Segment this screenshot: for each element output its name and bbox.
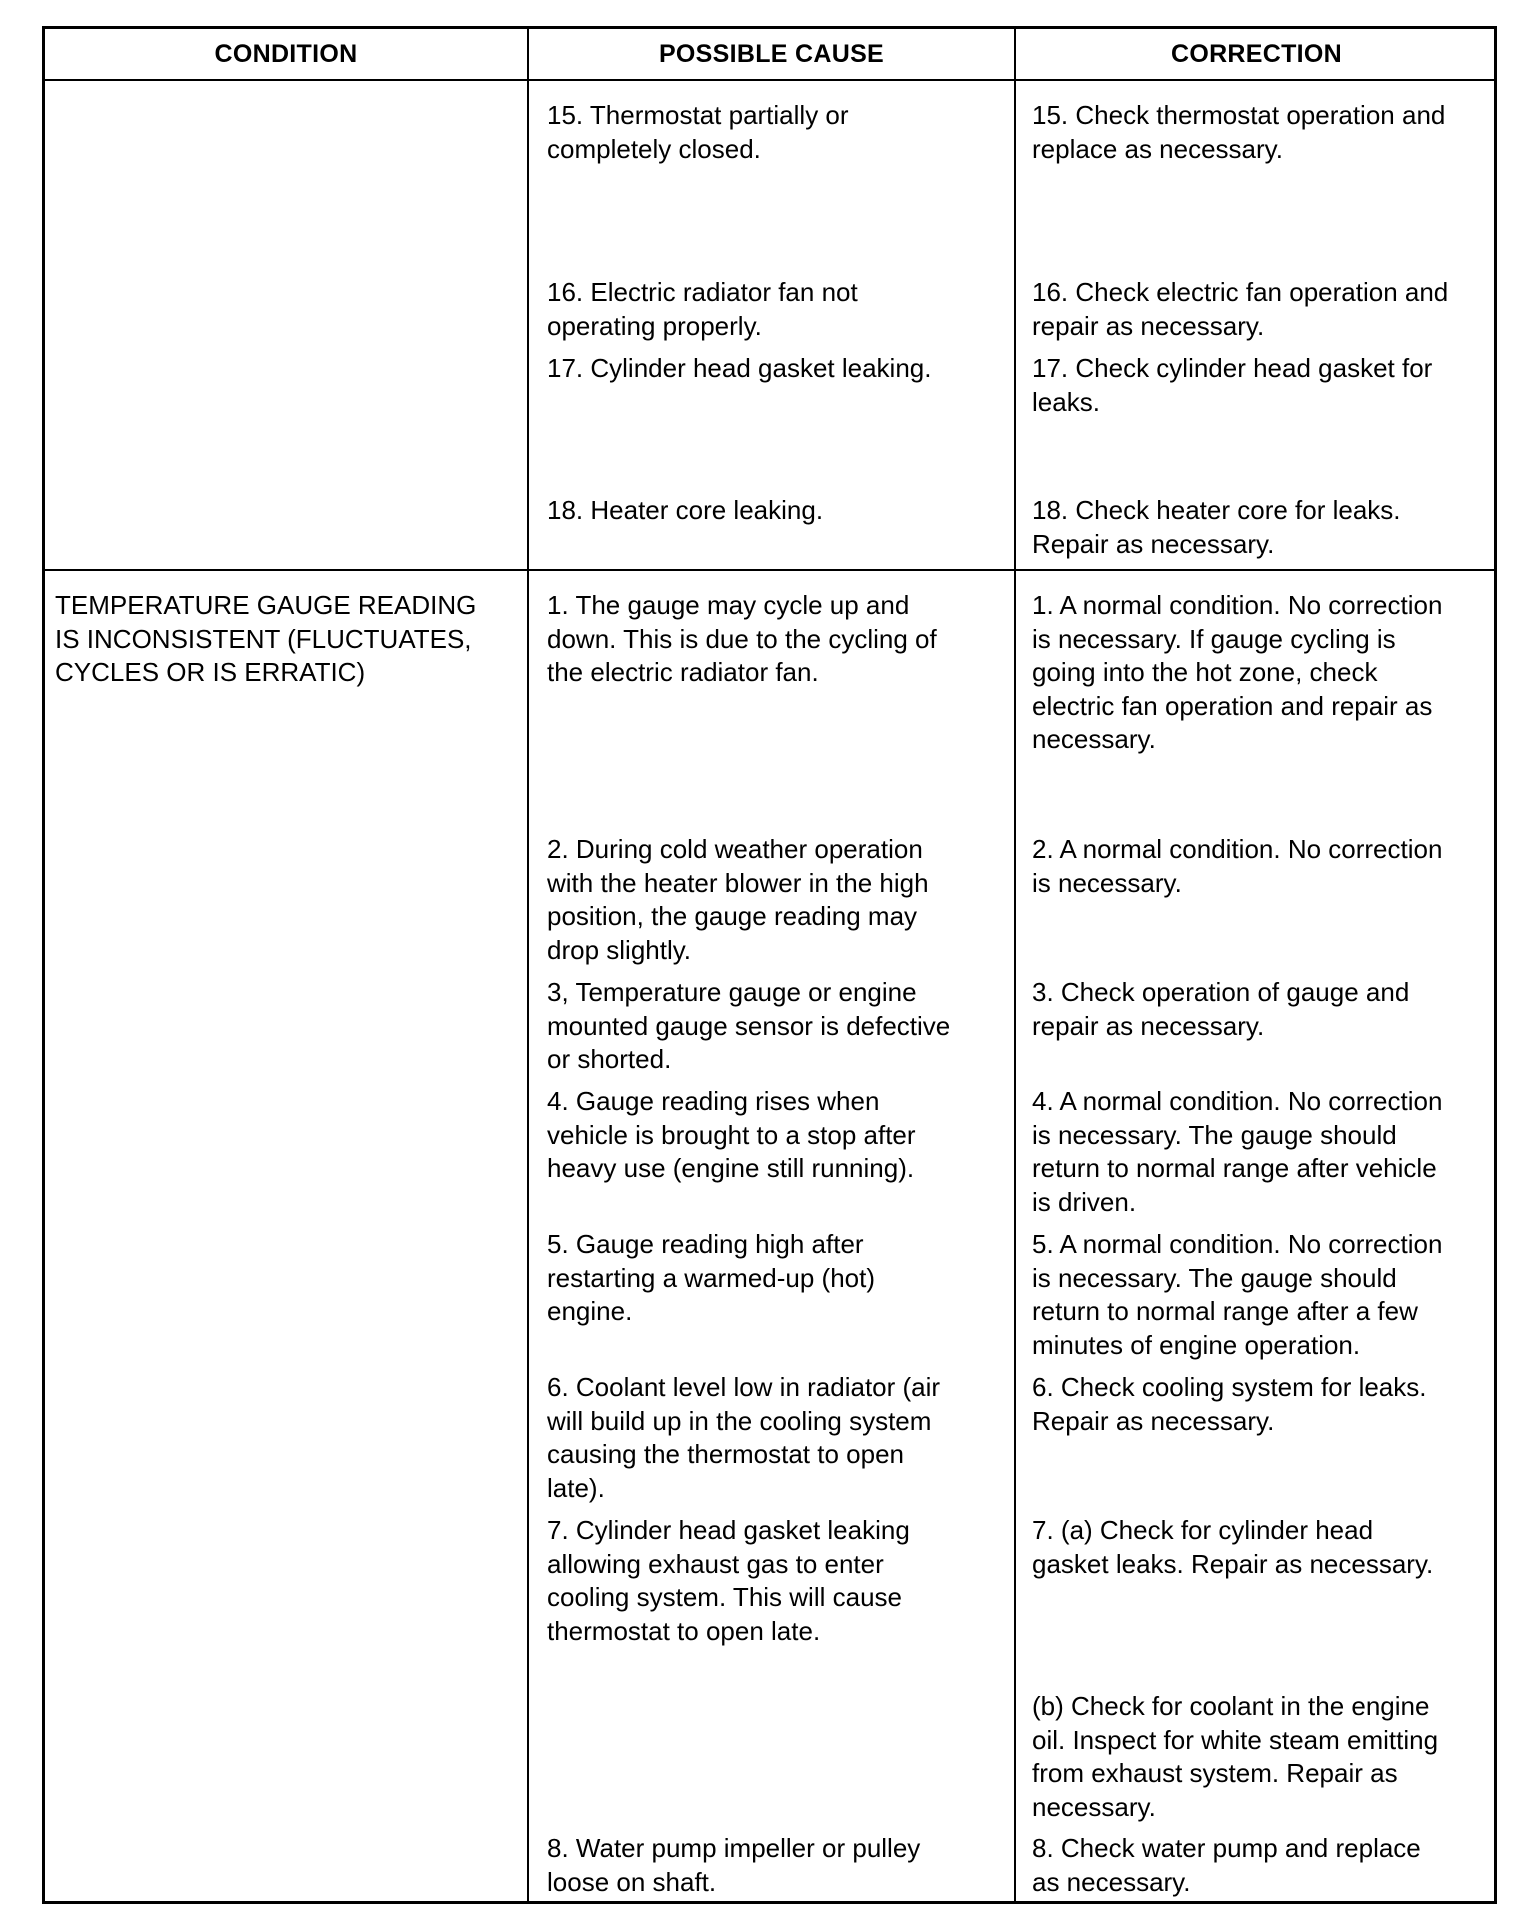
condition-cell: TEMPERATURE GAUGE READING IS INCONSISTENT (FLUCTUATES, CYCLES OR IS ERRATIC) xyxy=(55,590,477,687)
correction-cell: 7. (a) Check for cylinder head gasket leaks. Repair as necessary. xyxy=(1032,1515,1434,1579)
header-condition: CONDITION xyxy=(214,39,358,68)
correction-cell: 1. A normal condition. No correction is necessary. If gauge cycling is going into the hot zone, check electric fan operation and repair as necessary. xyxy=(1032,590,1443,754)
correction-cell: (b) Check for coolant in the engine oil. Inspect for white steam emitting from exhaust system. Repair as necessary. xyxy=(1032,1691,1439,1822)
cause-cell: 16. Electric radiator fan not operating properly. xyxy=(547,277,858,341)
cause-cell: 18. Heater core leaking. xyxy=(547,495,824,525)
cause-cell: 4. Gauge reading rises when vehicle is brought to a stop after heavy use (engine still running). xyxy=(547,1086,916,1183)
header-possible-cause: POSSIBLE CAUSE xyxy=(658,39,885,68)
correction-cell: 8. Check water pump and replace as necessary. xyxy=(1032,1833,1421,1897)
correction-cell: 15. Check thermostat operation and replace as necessary. xyxy=(1032,100,1446,164)
cause-cell: 2. During cold weather operation with the heater blower in the high position, the gauge reading may drop slightly. xyxy=(547,834,929,965)
correction-cell: 4. A normal condition. No correction is necessary. The gauge should return to normal range after vehicle is driven. xyxy=(1032,1086,1443,1217)
correction-cell: 6. Check cooling system for leaks. Repair as necessary. xyxy=(1032,1372,1427,1436)
correction-cell: 18. Check heater core for leaks. Repair as necessary. xyxy=(1032,495,1401,559)
cause-cell: 8. Water pump impeller or pulley loose on shaft. xyxy=(547,1833,921,1897)
cause-cell: 17. Cylinder head gasket leaking. xyxy=(547,353,932,383)
header-divider xyxy=(45,79,1494,81)
cause-cell: 1. The gauge may cycle up and down. This is due to the cycling of the electric radiator fan. xyxy=(547,590,937,687)
header-correction: CORRECTION xyxy=(1170,39,1343,68)
column-divider xyxy=(527,29,529,1901)
cause-cell: 15. Thermostat partially or completely closed. xyxy=(547,100,849,164)
cause-cell: 5. Gauge reading high after restarting a warmed-up (hot) engine. xyxy=(547,1229,876,1326)
correction-cell: 2. A normal condition. No correction is necessary. xyxy=(1032,834,1443,898)
cause-cell: 3, Temperature gauge or engine mounted gauge sensor is defective or shorted. xyxy=(547,977,951,1074)
correction-cell: 17. Check cylinder head gasket for leaks. xyxy=(1032,353,1433,417)
correction-cell: 16. Check electric fan operation and repair as necessary. xyxy=(1032,277,1449,341)
correction-cell: 5. A normal condition. No correction is necessary. The gauge should return to normal range after a few minutes of engine operation. xyxy=(1032,1229,1443,1360)
correction-cell: 3. Check operation of gauge and repair as necessary. xyxy=(1032,977,1410,1041)
section-divider xyxy=(45,569,1494,571)
cause-cell: 7. Cylinder head gasket leaking allowing exhaust gas to enter cooling system. This will cause thermostat to open late. xyxy=(547,1515,910,1646)
troubleshooting-table xyxy=(42,26,1497,1904)
cause-cell: 6. Coolant level low in radiator (air will build up in the cooling system causing the thermostat to open late). xyxy=(547,1372,941,1503)
